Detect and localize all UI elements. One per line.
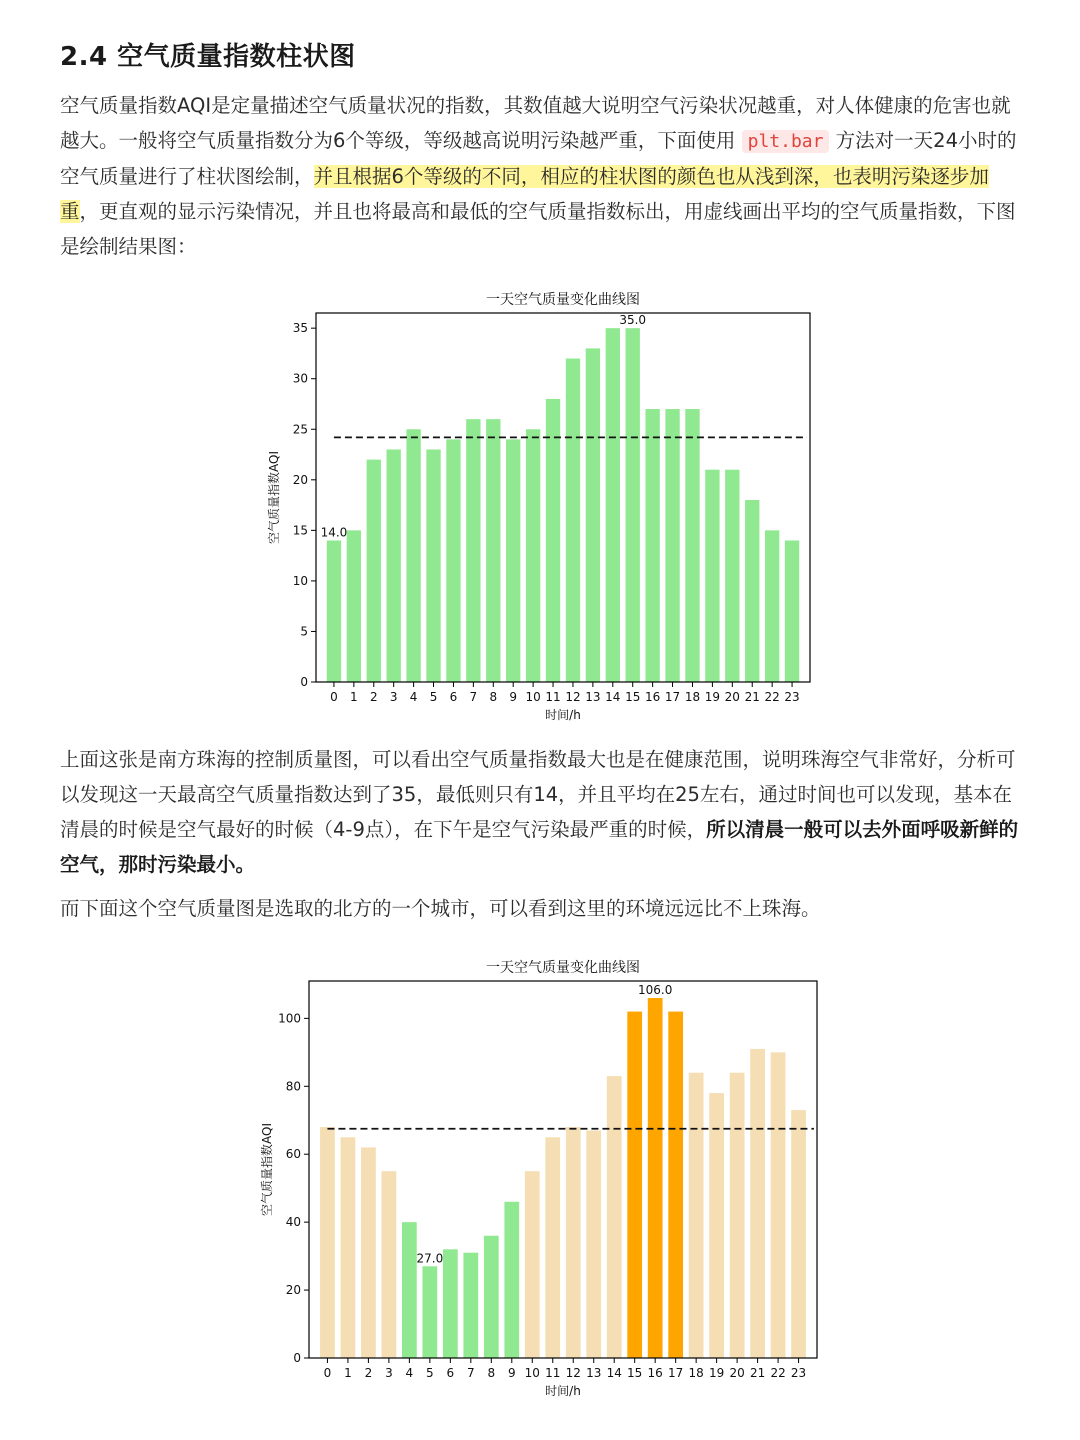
data-label: 35.0 xyxy=(619,313,647,328)
bar xyxy=(402,1222,417,1358)
x-tick-label: 3 xyxy=(389,690,398,704)
x-tick-label: 5 xyxy=(429,690,438,704)
data-label: 14.0 xyxy=(320,525,348,540)
bar xyxy=(406,429,420,682)
bar xyxy=(446,439,460,682)
chart-title: 一天空气质量变化曲线图 xyxy=(486,292,640,308)
chart-north-city xyxy=(0,945,1080,1410)
bar xyxy=(443,1249,458,1358)
x-tick-label: 22 xyxy=(764,690,780,704)
x-tick-label: 2 xyxy=(364,1366,373,1380)
y-tick-label: 0 xyxy=(293,1351,301,1365)
x-tick-label: 2 xyxy=(369,690,378,704)
bar xyxy=(526,429,540,682)
x-tick-label: 20 xyxy=(724,690,740,704)
y-tick-label: 0 xyxy=(300,675,308,689)
bar xyxy=(546,399,560,682)
y-tick-label: 60 xyxy=(285,1147,301,1162)
x-tick-label: 21 xyxy=(744,690,760,704)
bar xyxy=(685,409,699,682)
x-tick-label: 0 xyxy=(330,690,338,704)
bar xyxy=(367,460,381,682)
bar xyxy=(750,1049,765,1358)
y-tick-label: 20 xyxy=(285,1283,301,1298)
y-tick-label: 80 xyxy=(285,1079,301,1094)
bar xyxy=(341,1137,356,1358)
x-tick-label: 8 xyxy=(489,690,498,704)
x-tick-label: 4 xyxy=(405,1366,414,1380)
x-axis-label: 时间/h xyxy=(545,708,581,722)
bar xyxy=(725,470,739,682)
x-tick-label: 14 xyxy=(605,690,621,704)
bar xyxy=(645,409,659,682)
x-tick-label: 19 xyxy=(708,1366,725,1380)
y-tick-label: 35 xyxy=(292,321,308,336)
x-tick-label: 16 xyxy=(644,690,661,704)
bar xyxy=(566,358,580,682)
transition-paragraph: 而下面这个空气质量图是选取的北方的一个城市，可以看到这里的环境远远比不上珠海。 xyxy=(60,897,821,920)
x-tick-label: 18 xyxy=(688,1366,704,1380)
analysis-paragraph xyxy=(60,742,1020,882)
data-label: 27.0 xyxy=(416,1251,444,1266)
x-tick-label: 14 xyxy=(606,1366,622,1380)
bar xyxy=(626,328,640,682)
x-tick-label: 22 xyxy=(770,1366,786,1380)
intro-text-3: ，更直观的显示污染情况，并且也将最高和最低的空气质量指数标出，用虚线画出平均的空气质量指数，下图是绘制结果图： xyxy=(60,200,1016,258)
x-tick-label: 13 xyxy=(586,1366,602,1380)
bar xyxy=(665,409,679,682)
x-tick-label: 1 xyxy=(350,690,358,704)
x-axis-label: 时间/h xyxy=(545,1384,581,1398)
bar xyxy=(566,1127,581,1358)
y-axis-label: 空气质量指数AQI xyxy=(260,1123,274,1216)
x-tick-label: 6 xyxy=(446,1366,455,1380)
y-tick-label: 20 xyxy=(292,472,308,487)
x-tick-label: 20 xyxy=(729,1366,745,1380)
intro-paragraph xyxy=(60,88,1020,264)
y-tick-label: 30 xyxy=(292,371,308,386)
bar xyxy=(689,1073,704,1358)
bar xyxy=(504,1202,519,1358)
bar xyxy=(586,348,600,682)
y-tick-label: 40 xyxy=(285,1215,301,1230)
x-tick-label: 11 xyxy=(545,1366,561,1380)
x-tick-label: 23 xyxy=(790,1366,807,1380)
bar xyxy=(327,540,341,682)
x-tick-label: 23 xyxy=(784,690,800,704)
bar xyxy=(486,419,500,682)
x-tick-label: 0 xyxy=(323,1366,332,1380)
x-tick-label: 18 xyxy=(684,690,701,704)
bar xyxy=(387,449,401,682)
bar xyxy=(426,449,440,682)
bar xyxy=(709,1093,724,1358)
y-tick-label: 10 xyxy=(292,573,308,588)
bar xyxy=(361,1147,376,1358)
bar xyxy=(627,1012,642,1358)
y-tick-label: 25 xyxy=(292,422,308,437)
bar xyxy=(785,540,799,682)
x-tick-label: 5 xyxy=(426,1366,434,1380)
x-tick-label: 4 xyxy=(409,690,418,704)
bar xyxy=(463,1253,478,1358)
x-tick-label: 17 xyxy=(668,1366,684,1380)
bar xyxy=(347,530,361,682)
bar xyxy=(545,1137,560,1358)
x-tick-label: 13 xyxy=(585,690,601,704)
bar xyxy=(606,328,620,682)
y-tick-label: 100 xyxy=(278,1011,301,1026)
y-tick-label: 5 xyxy=(300,624,308,639)
analysis-text: 上面这张是南方珠海的控制质量图，可以看出空气质量指数最大也是在健康范围，说明珠海空气非常好，分析可以发现这一天最高空气质量指数达到了35，最低则只有14，并且平均在25左右，通过时间也可以发现，基本在清晨的时候是空气最好的时候（4-9点），在下午是空气污染最严重的时候， xyxy=(60,748,1016,841)
bar xyxy=(791,1110,806,1358)
bar xyxy=(648,998,663,1358)
highlighted-text: 并且根据6个等级的不同，相应的柱状图的颜色也从浅到深，也表明污染逐步加重 xyxy=(60,165,989,223)
bar xyxy=(422,1266,437,1358)
x-tick-label: 16 xyxy=(647,1366,663,1380)
bar xyxy=(506,439,520,682)
x-tick-label: 10 xyxy=(525,690,541,704)
x-tick-label: 3 xyxy=(385,1366,393,1380)
bar xyxy=(484,1236,499,1358)
x-tick-label: 6 xyxy=(449,690,458,704)
x-tick-label: 15 xyxy=(627,1366,643,1380)
section-title: 2.4 空气质量指数柱状图 xyxy=(60,42,356,72)
x-tick-label: 12 xyxy=(565,690,581,704)
x-tick-label: 9 xyxy=(509,690,518,704)
bar xyxy=(730,1073,745,1358)
bar xyxy=(466,419,480,682)
analysis-bold-text: 所以清晨一般可以去外面呼吸新鲜的空气，那时污染最小。 xyxy=(60,818,1019,876)
bar xyxy=(525,1171,540,1358)
x-tick-label: 11 xyxy=(545,690,561,704)
bar xyxy=(765,530,779,682)
inline-code: plt.bar xyxy=(742,130,830,153)
bar xyxy=(607,1076,622,1358)
x-tick-label: 17 xyxy=(664,690,681,704)
x-tick-label: 7 xyxy=(467,1366,475,1380)
bar xyxy=(745,500,759,682)
bar xyxy=(320,1127,335,1358)
y-tick-label: 15 xyxy=(292,523,308,538)
x-tick-label: 21 xyxy=(749,1366,766,1380)
intro-text-1: 空气质量指数AQI是定量描述空气质量状况的指数，其数值越大说明空气污染状况越重，对人体健康的危害也就越大。一般将空气质量指数分为6个等级，等级越高说明污染越严重，下面使用 xyxy=(60,94,1011,152)
x-tick-label: 15 xyxy=(625,690,641,704)
bar xyxy=(586,1130,601,1358)
chart-zhuhai xyxy=(0,280,1080,730)
x-tick-label: 10 xyxy=(524,1366,540,1380)
bar xyxy=(705,470,719,682)
x-tick-label: 1 xyxy=(344,1366,352,1380)
x-tick-label: 7 xyxy=(469,690,478,704)
x-tick-label: 12 xyxy=(565,1366,581,1380)
chart-title: 一天空气质量变化曲线图 xyxy=(486,960,640,976)
bar xyxy=(382,1171,397,1358)
x-tick-label: 9 xyxy=(507,1366,516,1380)
intro-text-2: 方法对一天24小时的空气质量进行了柱状图绘制， xyxy=(60,129,1017,188)
bar xyxy=(668,1012,683,1358)
bar xyxy=(771,1052,786,1358)
y-axis-label: 空气质量指数AQI xyxy=(267,451,281,544)
data-label: 106.0 xyxy=(637,982,673,997)
x-tick-label: 8 xyxy=(487,1366,496,1380)
x-tick-label: 19 xyxy=(704,690,721,704)
